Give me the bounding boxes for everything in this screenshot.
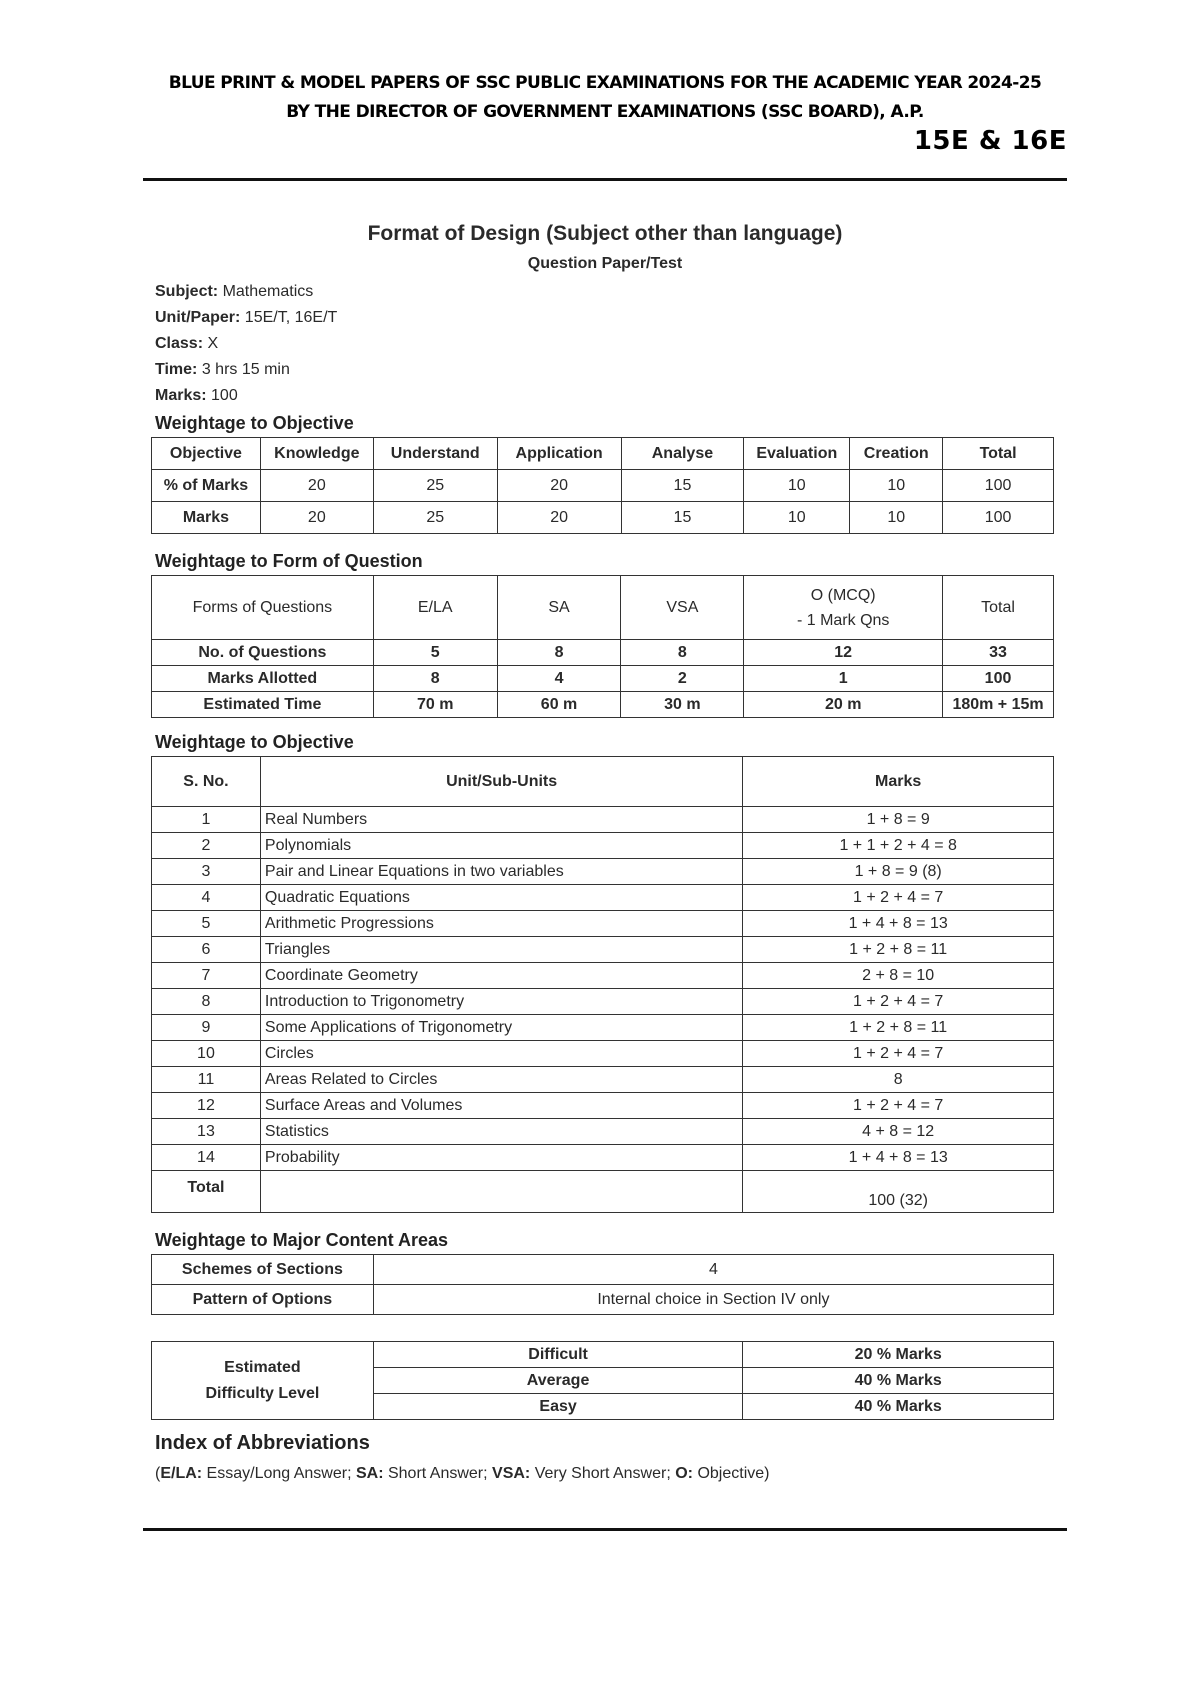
column-header: Application — [497, 438, 621, 470]
table-cell: 20 % Marks — [743, 1342, 1054, 1368]
section-heading-objective: Weightage to Objective — [155, 413, 354, 433]
marks-cell: 2 + 8 = 10 — [743, 963, 1054, 989]
table-cell: 100 — [943, 666, 1054, 692]
column-header: Knowledge — [260, 438, 373, 470]
row-label: Estimated Time — [152, 692, 374, 718]
sno-cell: 11 — [152, 1067, 261, 1093]
abbreviations-heading: Index of Abbreviations — [155, 1432, 370, 1454]
column-header: Objective — [152, 438, 261, 470]
table-row — [152, 1145, 1054, 1171]
table-header-row — [152, 757, 1054, 807]
header-line: O (MCQ) — [810, 586, 876, 604]
table-cell: 10 — [744, 470, 850, 502]
table-row — [152, 1255, 1054, 1285]
table-row — [152, 1342, 1054, 1368]
top-divider — [143, 178, 1067, 181]
meta-subject — [155, 283, 313, 301]
difficulty-label — [152, 1342, 374, 1420]
meta-class — [155, 335, 218, 353]
unit-cell: Real Numbers — [260, 807, 742, 833]
column-header: Total — [943, 576, 1054, 640]
total-row — [152, 1171, 1054, 1213]
column-header: Unit/Sub-Units — [260, 757, 742, 807]
table-header-row — [152, 576, 1054, 640]
marks-cell: 1 + 2 + 8 = 11 — [743, 1015, 1054, 1041]
sno-cell: 1 — [152, 807, 261, 833]
table-cell: 180m + 15m — [943, 692, 1054, 718]
table-row — [152, 666, 1054, 692]
unit-cell: Some Applications of Trigonometry — [260, 1015, 742, 1041]
table-cell: 10 — [850, 502, 943, 534]
meta-marks — [155, 387, 238, 405]
sno-cell: 4 — [152, 885, 261, 911]
table-cell: 8 — [373, 666, 497, 692]
document-subtitle: Question Paper/Test — [527, 255, 683, 272]
table-cell: 8 — [497, 640, 621, 666]
unit-cell: Surface Areas and Volumes — [260, 1093, 742, 1119]
table-row — [152, 470, 1054, 502]
table-cell: Easy — [373, 1394, 743, 1420]
section-heading-units: Weightage to Objective — [155, 732, 354, 752]
header-line-1: BLUE PRINT & MODEL PAPERS OF SSC PUBLIC EXAMINATIONS FOR THE ACADEMIC YEAR 2024-25 — [168, 73, 1042, 93]
column-header: E/LA — [373, 576, 497, 640]
total-value: 100 (32) — [743, 1171, 1054, 1213]
column-header: Creation — [850, 438, 943, 470]
table-cell: 12 — [744, 640, 943, 666]
marks-cell: 1 + 2 + 4 = 7 — [743, 1041, 1054, 1067]
row-label: No. of Questions — [152, 640, 374, 666]
column-header: Evaluation — [744, 438, 850, 470]
bottom-divider — [143, 1528, 1067, 1531]
table-cell: 4 — [497, 666, 621, 692]
unit-cell: Probability — [260, 1145, 742, 1171]
marks-cell: 4 + 8 = 12 — [743, 1119, 1054, 1145]
table-cell: 100 — [943, 502, 1054, 534]
table-cell: 20 — [497, 502, 621, 534]
sno-cell: 12 — [152, 1093, 261, 1119]
table-cell: 20 — [260, 470, 373, 502]
meta-unit-paper — [155, 309, 337, 327]
table-row — [152, 807, 1054, 833]
marks-cell: 1 + 2 + 4 = 7 — [743, 1093, 1054, 1119]
marks-cell: 1 + 4 + 8 = 13 — [743, 1145, 1054, 1171]
meta-value: 3 hrs 15 min — [197, 361, 290, 378]
marks-cell: 1 + 2 + 4 = 7 — [743, 989, 1054, 1015]
column-header: Understand — [373, 438, 497, 470]
meta-label: Time: — [155, 361, 198, 378]
table-row — [152, 640, 1054, 666]
document-title: Format of Design (Subject other than language) — [367, 222, 843, 245]
table-row — [152, 1119, 1054, 1145]
table-cell: Difficult — [373, 1342, 743, 1368]
marks-cell: 8 — [743, 1067, 1054, 1093]
table-cell: Internal choice in Section IV only — [373, 1285, 1053, 1315]
table-cell: 15 — [621, 502, 744, 534]
sno-cell: 14 — [152, 1145, 261, 1171]
sno-cell: 6 — [152, 937, 261, 963]
abbr-key: E/LA: — [160, 1465, 203, 1482]
header-line: - 1 Mark Qns — [796, 611, 890, 629]
label-line: Estimated — [224, 1358, 301, 1376]
table-cell: 1 — [744, 666, 943, 692]
table-row — [152, 885, 1054, 911]
meta-value: 15E/T, 16E/T — [240, 309, 338, 326]
abbr-text: Essay/Long Answer; — [202, 1465, 356, 1482]
sno-cell: 2 — [152, 833, 261, 859]
table-cell: 2 — [621, 666, 744, 692]
meta-value: Mathematics — [218, 283, 314, 300]
units-table — [151, 756, 1054, 1213]
paren-open: ( — [155, 1465, 161, 1482]
abbr-key: O: — [675, 1465, 693, 1482]
content-areas-table — [151, 1254, 1054, 1315]
marks-cell: 1 + 8 = 9 (8) — [743, 859, 1054, 885]
column-header: Forms of Questions — [152, 576, 374, 640]
marks-cell: 1 + 4 + 8 = 13 — [743, 911, 1054, 937]
column-header: Marks — [743, 757, 1054, 807]
table-cell: 10 — [744, 502, 850, 534]
abbr-text: Very Short Answer; — [530, 1465, 676, 1482]
meta-label: Marks: — [155, 387, 207, 404]
paren-close: ) — [764, 1465, 770, 1482]
marks-cell: 1 + 8 = 9 — [743, 807, 1054, 833]
table-cell: 60 m — [497, 692, 621, 718]
table-cell-empty — [260, 1171, 742, 1213]
unit-cell: Polynomials — [260, 833, 742, 859]
table-cell: 25 — [373, 470, 497, 502]
unit-cell: Arithmetic Progressions — [260, 911, 742, 937]
sno-cell: 9 — [152, 1015, 261, 1041]
table-cell: 20 — [260, 502, 373, 534]
unit-cell: Statistics — [260, 1119, 742, 1145]
row-label: % of Marks — [152, 470, 261, 502]
unit-cell: Triangles — [260, 937, 742, 963]
column-header-objective — [744, 576, 943, 640]
marks-cell: 1 + 2 + 4 = 7 — [743, 885, 1054, 911]
objective-table — [151, 437, 1054, 534]
table-row — [152, 989, 1054, 1015]
difficulty-table — [151, 1341, 1054, 1420]
table-header-row — [152, 438, 1054, 470]
meta-time — [155, 361, 290, 379]
row-label: Marks — [152, 502, 261, 534]
marks-cell: 1 + 1 + 2 + 4 = 8 — [743, 833, 1054, 859]
table-cell: 40 % Marks — [743, 1368, 1054, 1394]
sno-cell: 8 — [152, 989, 261, 1015]
row-label: Pattern of Options — [152, 1285, 374, 1315]
table-row — [152, 692, 1054, 718]
meta-value: X — [203, 335, 219, 352]
paper-code: 15E & 16E — [913, 126, 1067, 156]
abbr-text: Objective — [693, 1465, 765, 1482]
forms-table — [151, 575, 1054, 718]
table-row — [152, 833, 1054, 859]
column-header: S. No. — [152, 757, 261, 807]
unit-cell: Quadratic Equations — [260, 885, 742, 911]
column-header: Total — [943, 438, 1054, 470]
sno-cell: 7 — [152, 963, 261, 989]
row-label: Schemes of Sections — [152, 1255, 374, 1285]
meta-label: Subject: — [155, 283, 219, 300]
table-cell: 100 — [943, 470, 1054, 502]
abbr-text: Short Answer; — [383, 1465, 493, 1482]
column-header: SA — [497, 576, 621, 640]
table-row — [152, 937, 1054, 963]
abbr-key: SA: — [355, 1465, 384, 1482]
table-row — [152, 1041, 1054, 1067]
unit-cell: Areas Related to Circles — [260, 1067, 742, 1093]
table-cell: 10 — [850, 470, 943, 502]
table-row — [152, 1067, 1054, 1093]
table-cell: 40 % Marks — [743, 1394, 1054, 1420]
section-heading-forms: Weightage to Form of Question — [155, 551, 423, 571]
table-cell: 70 m — [373, 692, 497, 718]
unit-cell: Introduction to Trigonometry — [260, 989, 742, 1015]
sno-cell: 10 — [152, 1041, 261, 1067]
section-heading-content-areas: Weightage to Major Content Areas — [155, 1230, 449, 1250]
sno-cell: 5 — [152, 911, 261, 937]
unit-cell: Pair and Linear Equations in two variables — [260, 859, 742, 885]
abbr-key: VSA: — [492, 1465, 531, 1482]
abbreviations-text — [155, 1465, 769, 1483]
total-label: Total — [152, 1171, 261, 1213]
column-header: VSA — [621, 576, 744, 640]
table-row — [152, 963, 1054, 989]
table-row — [152, 1285, 1054, 1315]
marks-cell: 1 + 2 + 8 = 11 — [743, 937, 1054, 963]
table-cell: 8 — [621, 640, 744, 666]
unit-cell: Coordinate Geometry — [260, 963, 742, 989]
table-cell: 25 — [373, 502, 497, 534]
table-cell: 5 — [373, 640, 497, 666]
meta-label: Unit/Paper: — [155, 309, 241, 326]
column-header: Analyse — [621, 438, 744, 470]
table-cell: 33 — [943, 640, 1054, 666]
table-cell: 20 — [497, 470, 621, 502]
label-line: Difficulty Level — [205, 1384, 320, 1402]
table-row — [152, 1015, 1054, 1041]
table-cell: Average — [373, 1368, 743, 1394]
sno-cell: 3 — [152, 859, 261, 885]
table-cell: 20 m — [744, 692, 943, 718]
meta-label: Class: — [155, 335, 204, 352]
table-row — [152, 1093, 1054, 1119]
table-row — [152, 859, 1054, 885]
table-cell: 30 m — [621, 692, 744, 718]
table-row — [152, 502, 1054, 534]
table-cell: 4 — [373, 1255, 1053, 1285]
unit-cell: Circles — [260, 1041, 742, 1067]
table-row — [152, 911, 1054, 937]
header-line-2: BY THE DIRECTOR OF GOVERNMENT EXAMINATIONS (SSC BOARD), A.P. — [286, 102, 924, 122]
sno-cell: 13 — [152, 1119, 261, 1145]
table-cell: 15 — [621, 470, 744, 502]
row-label: Marks Allotted — [152, 666, 374, 692]
meta-value: 100 — [206, 387, 238, 404]
